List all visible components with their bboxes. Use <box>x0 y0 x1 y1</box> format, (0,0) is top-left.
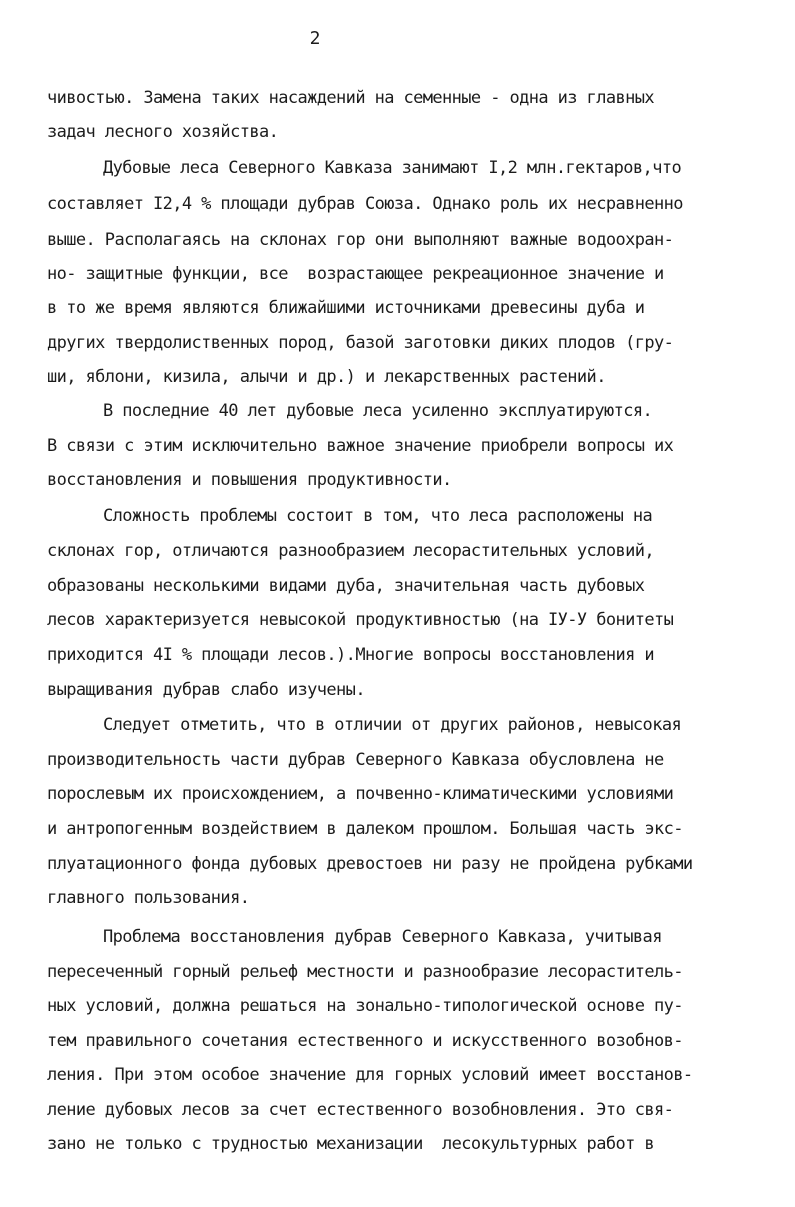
text-line: ши, яблони, кизила, алычи и др.) и лекарственных растений. <box>47 367 606 387</box>
text-line: Дубовые леса Северного Кавказа занимают I,2 млн.гектаров,что <box>103 158 682 178</box>
text-line: и антропогенным воздействием в далеком прошлом. Большая часть экс- <box>47 819 683 839</box>
text-line: ления. При этом особое значение для горных условий имеет восстанов- <box>47 1065 693 1085</box>
text-line: восстановления и повышения продуктивности. <box>47 470 452 490</box>
text-line: других твердолиственных пород, базой заготовки диких плодов (гру- <box>47 333 674 353</box>
text-line: Проблема восстановления дубрав Северного Кавказа, учитывая <box>103 927 662 947</box>
text-line: Следует отметить, что в отличии от других районов, невысокая <box>103 715 682 735</box>
text-line: чивостью. Замена таких насаждений на семенные - одна из главных <box>47 88 654 108</box>
text-line: в то же время являются ближайшими источниками древесины дуба и <box>47 298 645 318</box>
text-line: ление дубовых лесов за счет естественного возобновления. Это свя- <box>47 1100 674 1120</box>
text-line: тем правильного сочетания естественного и искусственного возобнов- <box>47 1031 683 1051</box>
text-line: приходится 4I % площади лесов.).Многие вопросы восстановления и <box>47 645 654 665</box>
text-line: В связи с этим исключительно важное значение приобрели вопросы их <box>47 436 674 456</box>
text-line: задач лесного хозяйства. <box>47 122 279 142</box>
text-line: производительность части дубрав Северного Кавказа обусловлена не <box>47 750 664 770</box>
text-line: но- защитные функции, все возрастающее рекреационное значение и <box>47 264 664 284</box>
text-line: порослевым их происхождением, а почвенно-климатическими условиями <box>47 784 674 804</box>
text-line: В последние 40 лет дубовые леса усиленно эксплуатируются. <box>103 401 653 421</box>
text-line: склонах гор, отличаются разнообразием лесорастительных условий, <box>47 541 654 561</box>
text-line: составляет I2,4 % площади дубрав Союза. Однако роль их несравненно <box>47 194 683 214</box>
text-line: пересеченный горный рельеф местности и разнообразие лесораститель- <box>47 962 683 982</box>
text-line: главного пользования. <box>47 888 250 908</box>
text-line: ных условий, должна решаться на зонально-типологической основе пу- <box>47 996 683 1016</box>
text-line: образованы несколькими видами дуба, значительная часть дубовых <box>47 576 645 596</box>
page-number: 2 <box>309 28 321 49</box>
text-line: выше. Располагаясь на склонах гор они выполняют важные водоохран- <box>47 230 674 250</box>
text-line: Сложность проблемы состоит в том, что леса расположены на <box>103 506 653 526</box>
text-line: выращивания дубрав слабо изучены. <box>47 680 365 700</box>
text-line: плуатационного фонда дубовых древостоев ни разу не пройдена рубками <box>47 854 693 874</box>
text-line: зано не только с трудностью механизации лесокультурных работ в <box>47 1134 654 1154</box>
text-line: лесов характеризуется невысокой продуктивностью (на IУ-У бонитеты <box>47 610 674 630</box>
